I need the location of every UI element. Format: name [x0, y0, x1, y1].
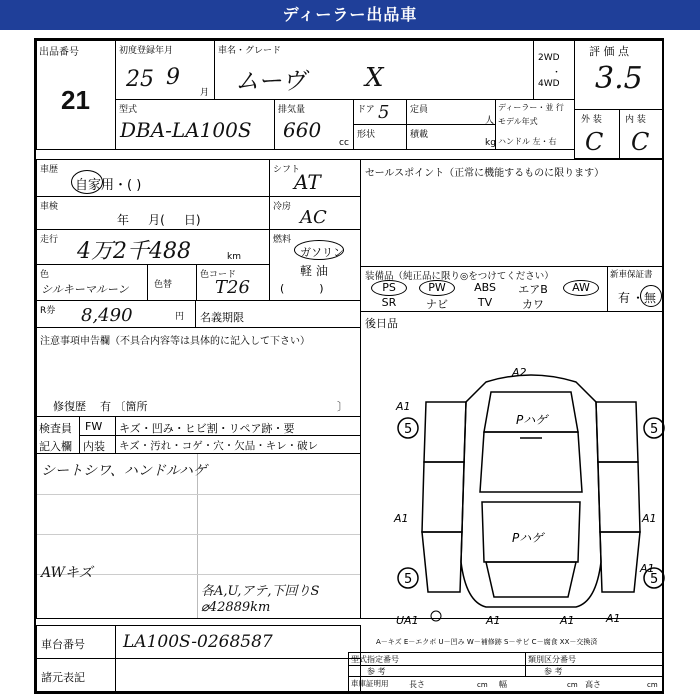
check-row1-label: 検査員 [39, 422, 72, 435]
spare-tire-icon [431, 611, 441, 621]
lot-cell [36, 40, 116, 150]
door-cell [353, 99, 407, 125]
capacity-unit: 人 [485, 116, 495, 126]
sales-label: セールスポイント（正常に機能するものに限ります） [365, 168, 605, 179]
damage-legend: A－キズ E－エクボ U－凹み W－補修跡 S－サビ C－腐食 XX－交換済 [376, 638, 598, 646]
car-label: 車名・グレード [218, 46, 282, 56]
drive-dot: ・ [552, 68, 562, 78]
color-code-label: 色コード [200, 270, 237, 280]
check-int: 内装 [83, 440, 105, 453]
warranty-none: 無 [644, 291, 657, 305]
equip-item-circle [419, 280, 455, 296]
car-grade: X [365, 63, 384, 93]
dealer-label: ディーラー・並 行 [498, 103, 564, 112]
mileage-value: 4万2千488 [77, 239, 191, 264]
check-row2-text: キズ・汚れ・コゲ・穴・欠品・キレ・破レ [119, 440, 319, 452]
equip-item: ナビ [426, 298, 448, 311]
sales-cell [360, 159, 664, 267]
car-name: ムーヴ [235, 67, 306, 95]
check-row2-label: 記入欄 [39, 440, 72, 453]
notes-close: 〕 [337, 400, 348, 413]
door-label: ドア [357, 105, 375, 115]
mileage-cell [36, 229, 270, 265]
chassis-value: LA100S-0268587 [123, 632, 273, 652]
fuel-gas-circle [294, 240, 344, 260]
car-cell [214, 40, 534, 100]
notes-cell [36, 327, 361, 417]
reg-month-unit: 月 [200, 88, 210, 98]
auction-sheet [34, 38, 664, 694]
diag-a1-b2: A1 [560, 614, 575, 627]
dim-height: 高さ [585, 680, 601, 689]
capacity-cell [406, 99, 496, 125]
cc-unit: cc [339, 138, 349, 148]
recycle-value: 8,490 [81, 305, 133, 326]
equip-item: エアB [518, 283, 548, 296]
check-row1-text: キズ・凹み・ヒビ割・リペア跡・要 [119, 422, 295, 435]
equip-item: AW [572, 281, 590, 294]
equip-item: ABS [474, 281, 496, 294]
class-ref-label: 参 考 [544, 667, 563, 676]
spec-cell [36, 658, 361, 692]
recycle-unit: 円 [175, 312, 185, 322]
ext-int-divider [619, 110, 620, 158]
diag-a1-rr: A1 [640, 562, 655, 575]
tire-fl-label: 5 [404, 422, 413, 437]
fuel-paren: ( ) [280, 282, 324, 295]
load-label: 積載 [410, 130, 429, 140]
ac-label: 冷房 [273, 202, 292, 212]
check-cell [36, 416, 361, 454]
lot-number: 21 [61, 85, 90, 115]
color-change-cell [147, 264, 197, 301]
handwritten-note-4: ⌀42889km [201, 600, 271, 615]
handwritten-note-1: シートシワ、ハンドルハゲ [41, 463, 207, 479]
shift-label: シフト [273, 165, 301, 175]
cc-cell [274, 99, 354, 150]
reg-month: 9 [166, 65, 180, 90]
drive-4wd: 4WD [538, 79, 560, 89]
recycle-label: R券 [40, 306, 56, 316]
check-fw: FW [85, 420, 103, 433]
dealer-handle-label: ハンドル 左・右 [498, 137, 557, 146]
notes-repair: 修復歴 有 〔箇所 [53, 400, 148, 413]
warranty-cell [607, 266, 664, 312]
dealer-cell [495, 99, 575, 150]
cc-value: 660 [283, 118, 322, 142]
notes-label: 注意事項申告欄（不具合内容等は具体的に記入して下さい） [40, 336, 310, 347]
fuel-gas: ガソリン [300, 246, 344, 259]
type-number-label: 型式指定番号 [351, 655, 399, 664]
ext-int-cell [574, 109, 664, 159]
int-label: 内 装 [625, 115, 646, 125]
spec-label: 諸元表記 [41, 671, 85, 684]
notes-area-rule-2 [37, 534, 360, 535]
class-number-cell [525, 652, 664, 666]
fuel-diesel: 軽 油 [300, 264, 328, 278]
diag-a1-l: A1 [394, 512, 409, 525]
door-value: 5 [378, 102, 390, 123]
history-cell [36, 159, 270, 197]
dim-width-unit: cm [567, 681, 578, 689]
class-number-label: 類別区分番号 [528, 655, 576, 664]
color-change-label: 色替 [154, 280, 173, 290]
history-value: 自家用・( ) [75, 178, 142, 193]
load-unit: kg [485, 138, 496, 148]
reg-year: 25 [126, 67, 154, 92]
recycle-cell [36, 300, 196, 328]
dim-height-unit: cm [647, 681, 658, 689]
shape-cell [353, 124, 407, 150]
model-value: DBA-LA100S [120, 118, 252, 142]
meigi-label: 名義期限 [200, 311, 244, 324]
notes-area-rule-1 [37, 494, 360, 495]
page-banner: ディーラー出品車 [0, 0, 700, 30]
dimensions-cell [348, 676, 664, 692]
warranty-has: 有 [618, 291, 631, 305]
tire-rr-label: 5 [650, 572, 659, 587]
diag-roof-note: Pハゲ [512, 531, 544, 545]
equip-item: カワ [522, 298, 544, 311]
mileage-unit: km [227, 252, 241, 262]
fuel-label: 燃料 [273, 235, 292, 245]
equip-item: SR [381, 296, 397, 309]
diag-a1-rb: A1 [606, 612, 621, 625]
model-label: 型式 [119, 105, 138, 115]
car-damage-diagram [396, 362, 666, 632]
diag-ua1: UA1 [396, 614, 419, 627]
reg-cell [115, 40, 215, 100]
history-label: 車歴 [40, 165, 59, 175]
drive-cell [533, 40, 575, 100]
inspection-cell [36, 196, 270, 230]
shift-cell [269, 159, 361, 197]
score-cell [574, 40, 664, 110]
lot-label: 出品番号 [39, 47, 79, 58]
trunk-label: 後日品 [365, 317, 398, 330]
type-ref-label: 参 考 [367, 667, 386, 676]
capacity-label: 定員 [410, 105, 429, 115]
inspection-value: 年 月( 日) [117, 213, 201, 227]
color-code-value: T26 [215, 277, 250, 298]
warranty-label: 新車保証書 [610, 270, 653, 280]
color-cell [36, 264, 148, 301]
spec-divider [115, 659, 116, 691]
dealer-year-label: モデル年式 [498, 117, 538, 126]
equip-item: TV [477, 296, 493, 309]
meigi-cell [195, 300, 361, 328]
mileage-label: 走行 [40, 235, 59, 245]
color-code-cell [196, 264, 270, 301]
type-number-cell [348, 652, 526, 666]
model-cell [115, 99, 275, 150]
ac-cell [269, 196, 361, 230]
dim-length-unit: cm [477, 681, 488, 689]
warranty-dot: ・ [632, 291, 645, 305]
diag-a2: A2 [512, 366, 527, 379]
ac-value: AC [300, 207, 327, 228]
equip-item-circle [563, 280, 599, 296]
handwritten-notes-area [36, 453, 361, 619]
score-value: 3.5 [595, 61, 643, 96]
shift-value: AT [294, 170, 321, 194]
diag-a1-r: A1 [642, 512, 657, 525]
equip-cell [360, 266, 608, 312]
cc-label: 排気量 [278, 105, 306, 115]
chassis-divider [115, 626, 116, 658]
equip-item-circle [371, 280, 407, 296]
diag-a1-fl: A1 [396, 400, 411, 413]
inspection-label: 車検 [40, 202, 59, 212]
tire-fr-label: 5 [650, 422, 659, 437]
history-circle [71, 170, 103, 194]
diag-hood-note: Pハゲ [516, 413, 548, 427]
handwritten-note-3: 各A,U,アテ,下回りS [201, 584, 320, 599]
chassis-cell [36, 625, 361, 659]
dim-width: 幅 [499, 680, 507, 689]
equip-item: PW [428, 281, 446, 294]
load-cell [406, 124, 496, 150]
handwritten-note-2: AWキズ [41, 565, 93, 581]
reg-cert-label: 車庫証明用 [351, 679, 389, 688]
chassis-label: 車台番号 [41, 638, 85, 651]
fuel-cell [269, 229, 361, 301]
ext-label: 外 装 [581, 115, 602, 125]
ext-value: C [585, 128, 604, 156]
reg-label: 初度登録年月 [119, 46, 174, 56]
diag-a1-b1: A1 [486, 614, 501, 627]
drive-2wd: 2WD [538, 53, 560, 63]
color-label: 色 [40, 270, 50, 280]
warranty-circle [640, 285, 662, 307]
dim-length: 長さ [409, 680, 425, 689]
equip-item: PS [382, 281, 396, 294]
int-value: C [631, 128, 650, 156]
tire-rl-label: 5 [404, 572, 413, 587]
equip-label: 装備品（純正品に限り◎をつけてください） [365, 271, 554, 282]
shape-label: 形状 [357, 130, 376, 140]
color-value: シルキーマルーン [41, 283, 129, 296]
score-label: 評 価 点 [589, 45, 629, 58]
